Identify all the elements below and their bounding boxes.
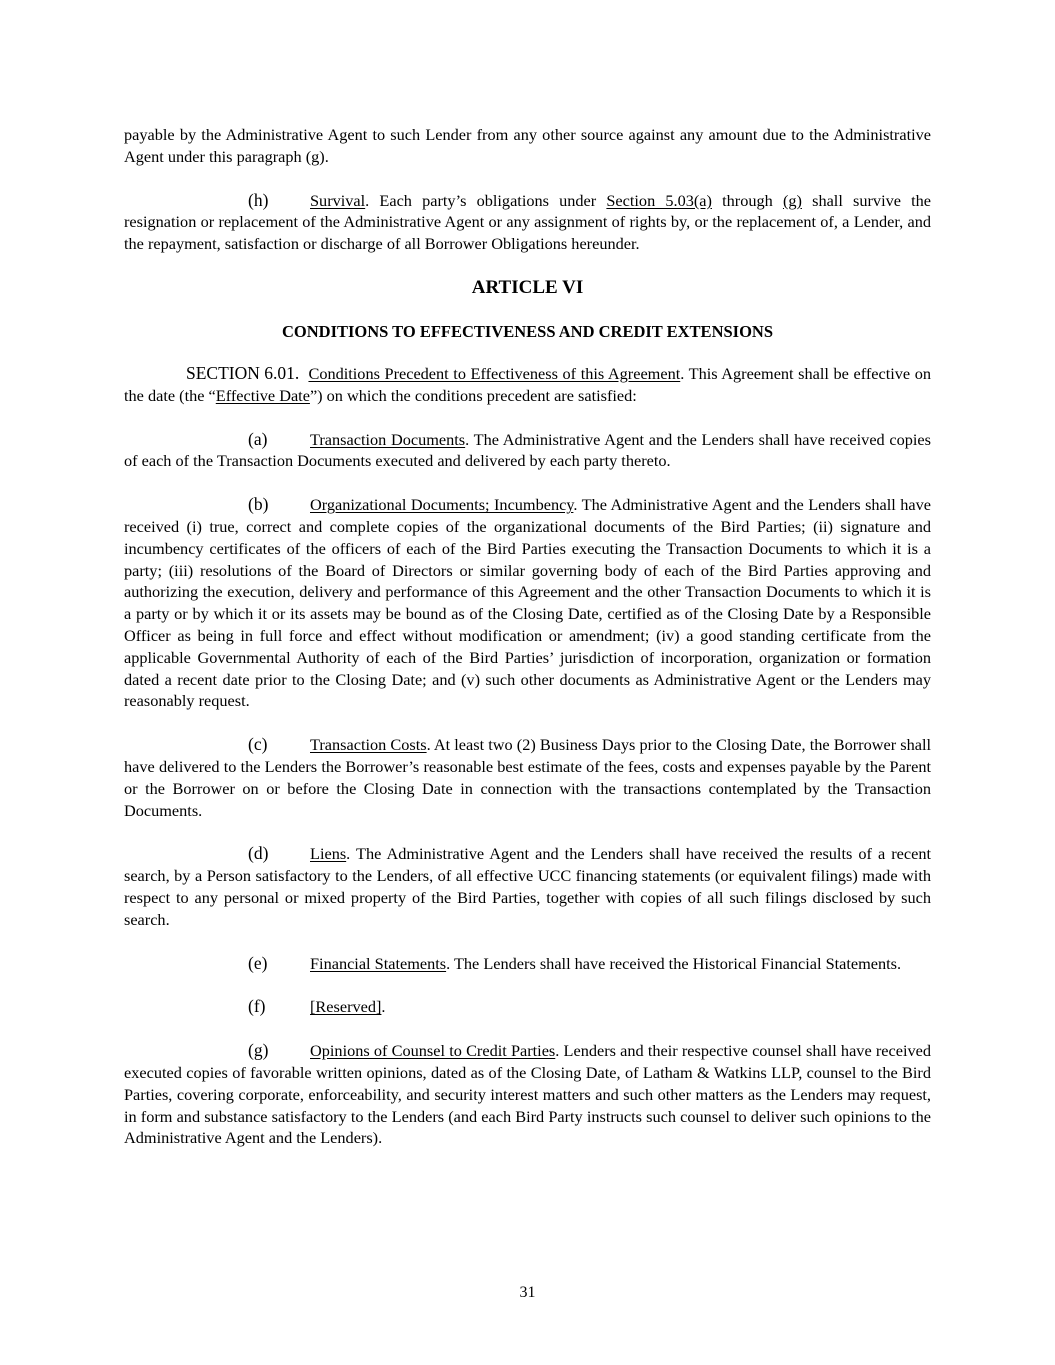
article-subtitle: CONDITIONS TO EFFECTIVENESS AND CREDIT EXTENSIONS [281,321,774,341]
clause-d: (d) Liens. The Administrative Agent and the Lenders shall have received the results of a recent search, by a Person satisfactory to the Lenders, of all effective UCC financing statements (or equivalent filings) made with respect to any personal or mixed property of the Bird Parties, together with copies of all such filings disclosed by such search. [124,843,931,929]
defined-term: Effective Date [215,385,310,405]
clause-e: (e) Financial Statements. The Lenders shall have received the Historical Financial Statements. [124,953,931,975]
clause-heading: Transaction Costs [310,735,427,755]
clause-heading: Transaction Documents [310,429,466,449]
section-reference: (g) [782,190,802,210]
clause-heading: Financial Statements [310,953,447,973]
clause-heading: Opinions of Counsel to Credit Parties [310,1041,556,1061]
article-title: ARTICLE VI [471,276,584,298]
page-body [124,124,931,1171]
paragraph-h: (h) Survival. Each party’s obligations under Section 5.03(a) through (g) shall survive the resignation or replacement of the Administrative Agent or any assignment of rights by, or the replacement of, a Lender, and the repayment, satisfaction or discharge of all Borrower Obligations hereunder. [124,189,932,254]
clause-a: (a) Transaction Documents. The Administrative Agent and the Lenders shall have received copies of each of the Transaction Documents executed and delivered by each party thereto. [124,428,931,471]
clause-heading: Survival [310,190,366,210]
clause-heading: Organizational Documents; Incumbency [310,495,574,515]
page-number: 31 [519,1284,536,1301]
clause-heading: [Reserved] [310,997,382,1017]
clause-label: (f) [248,996,266,1017]
clause-heading: Liens [310,844,347,864]
clause-b: (b) Organizational Documents; Incumbency. The Administrative Agent and the Lenders shall have received (i) true, correct and complete copies of the organizational documents of the Bird Parties; (ii) signature and incumbency certificates of the officers of each of the Bird Parties executing the Transaction Documents to which it is a party; (iii) resolutions of the Board of Directors or similar governing body of each of the Bird Parties approving and authorizing the execution, delivery and performance of this Agreement and the other Transaction Documents to which it is a party or by which it or its assets may be bound as of the Closing Date, certified as of the Closing Date by a Responsible Officer as being in full force and effect without modification or amendment; (iv) a good standing certificate from the applicable Governmental Authority of each of the Bird Parties’ jurisdiction of incorporation, organization or formation dated a recent date prior to the Closing Date; and (v) such other documents as Administrative Agent or the Lenders may reasonably request. [124,494,931,711]
section-reference: Section 5.03(a) [606,190,712,210]
clause-label: (e) [248,952,268,973]
section-label: SECTION 6.01. [186,362,300,383]
clause-f: (f) [Reserved]. [124,996,931,1018]
clause-label: (d) [248,843,269,864]
clause-label: (g) [248,1040,269,1061]
section-heading: Conditions Precedent to Effectiveness of this Agreement [308,363,681,383]
clause-c: (c) Transaction Costs. At least two (2) Business Days prior to the Closing Date, the Borrower shall have delivered to the Lenders the Borrower’s reasonable best estimate of the fees, costs and expenses payable by the Parent or the Borrower on or before the Closing Date in connection with the transactions contemplated by the Transaction Documents. [124,734,931,820]
clause-g: (g) Opinions of Counsel to Credit Parties. Lenders and their respective counsel shall have received executed copies of favorable written opinions, dated as of the Closing Date, of Latham & Watkins LLP, counsel to the Bird Parties, covering corporate, enforceability, and security interest matters and such other matters as the Lenders may request, in form and substance satisfactory to the Lenders (and each Bird Party instructs such counsel to deliver such opinions to the Administrative Agent and the Lenders). [124,1040,931,1148]
paragraph-g-continuation: payable by the Administrative Agent to such Lender from any other source against any amount due to the Administrative Agent under this paragraph (g). [124,125,931,166]
clause-label: (b) [248,494,269,515]
clause-label: (c) [248,734,268,755]
clause-label: (a) [248,428,268,449]
clause-label: (h) [248,189,269,210]
section-6-01: SECTION 6.01. Conditions Precedent to Effectiveness of this Agreement. This Agreement shall be effective on the date (the “Effective Date”) on which the conditions precedent are satisfied: [124,362,931,405]
